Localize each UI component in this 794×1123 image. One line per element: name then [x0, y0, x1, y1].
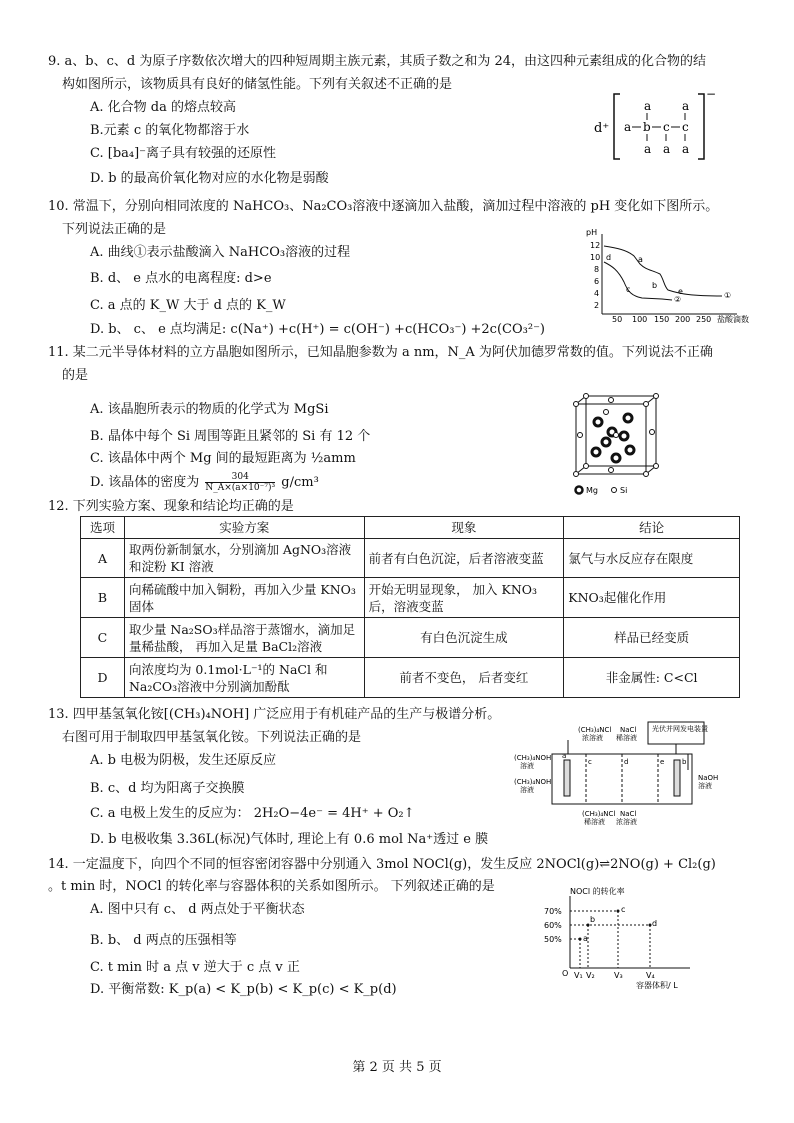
q10-stem-line1: 10. 常温下，分别向相同浓度的 NaHCO₃、Na₂CO₃溶液中逐滴加入盐酸，滴加过程中溶液的 pH 变化如下图所示。: [48, 199, 719, 214]
page-footer: 第 2 页 共 5 页: [352, 1060, 442, 1075]
svg-text:d: d: [652, 919, 658, 928]
svg-text:NaOH: NaOH: [698, 774, 719, 782]
q10-ph-chart: [572, 226, 752, 326]
q11-density-unit: g/cm³: [281, 475, 319, 490]
q12-experiment-table: [80, 516, 740, 698]
header-observation: 现象: [364, 517, 564, 539]
svg-text:d: d: [606, 253, 612, 262]
q14-conversion-chart: [540, 884, 700, 990]
q13-stem-line2: 右图可用于制取四甲基氢氧化铵。下列说法正确的是: [62, 730, 362, 745]
svg-text:10: 10: [590, 253, 601, 262]
q12-stem: 12. 下列实验方案、现象和结论均正确的是: [48, 499, 294, 514]
svg-text:V₄: V₄: [646, 971, 655, 980]
q13-option-a: A. b 电极为阴极，发生还原反应: [90, 753, 277, 768]
q9-option-c: C. [ba₄]⁻离子具有较强的还原性: [90, 146, 277, 161]
svg-text:a: a: [638, 255, 643, 264]
q13-electrolysis-diagram: [512, 720, 724, 828]
header-plan: 实验方案: [124, 517, 364, 539]
svg-text:50: 50: [612, 315, 623, 324]
q9-fig-dplus: d⁺: [594, 121, 610, 136]
q10-option-b: B. d、 e 点水的电离程度: d>e: [90, 271, 272, 286]
svg-text:(CH₃)₄NCl: (CH₃)₄NCl: [582, 810, 616, 818]
q10-option-a: A. 曲线①表示盐酸滴入 NaHCO₃溶液的过程: [90, 245, 351, 260]
row-observation: 有白色沉淀生成: [364, 618, 564, 658]
row-plan: 取两份新制氯水，分别滴加 AgNO₃溶液和淀粉 KI 溶液: [124, 539, 364, 578]
svg-text:b: b: [590, 915, 596, 924]
q14-stem-line2: 。t min 时，NOCl 的转化率与容器体积的关系如图所示。 下列叙述正确的是: [48, 879, 495, 894]
svg-text:200: 200: [675, 315, 691, 324]
q11-option-d: [90, 472, 319, 493]
svg-text:V₃: V₃: [614, 971, 623, 980]
q11-stem-line1: 11. 某二元半导体材料的立方晶胞如图所示，已知晶胞参数为 a nm，N_A 为阿伏加德罗常数的值。下列说法不正确: [48, 345, 713, 360]
q11-legend-si: Si: [620, 486, 628, 495]
row-option: A: [81, 539, 125, 578]
row-conclusion: 非金属性: C<Cl: [564, 658, 740, 698]
svg-text:e: e: [678, 287, 683, 296]
row-option: D: [81, 658, 125, 698]
q9-option-d: D. b 的最高价氧化物对应的水化物是弱酸: [90, 171, 329, 186]
row-option: C: [81, 618, 125, 658]
svg-text:O: O: [562, 969, 569, 978]
svg-text:d: d: [624, 758, 629, 766]
svg-text:c: c: [663, 120, 670, 134]
q13-option-b: B. c、d 均为阳离子交换膜: [90, 781, 245, 796]
table-header-row: [81, 517, 740, 539]
svg-text:a: a: [624, 120, 632, 134]
row-plan: 向稀硫酸中加入铜粉，再加入少量 KNO₃固体: [124, 578, 364, 618]
table-row: [81, 658, 740, 698]
q14-option-b: B. b、 d 两点的压强相等: [90, 933, 237, 948]
svg-text:b: b: [643, 120, 651, 134]
q14-option-a: A. 图中只有 c、 d 两点处于平衡状态: [90, 902, 305, 917]
svg-text:150: 150: [654, 315, 670, 324]
svg-text:浓溶液: 浓溶液: [616, 818, 637, 826]
row-conclusion: 样品已经变质: [564, 618, 740, 658]
svg-text:①: ①: [724, 291, 732, 300]
svg-text:2: 2: [594, 301, 600, 310]
svg-text:a: a: [682, 142, 690, 156]
svg-text:50%: 50%: [544, 935, 562, 944]
q9-stem-line1: 9. a、b、c、d 为原子序数依次增大的四种短周期主族元素，其质子数之和为 24，由这四种元素组成的化合物的结: [48, 54, 707, 69]
svg-text:70%: 70%: [544, 907, 562, 916]
table-row: [81, 539, 740, 578]
q11-option-d-prefix: D. 该晶体的密度为: [90, 475, 200, 490]
row-plan: 取少量 Na₂SO₃样品溶于蒸馏水，滴加足量稀盐酸， 再加入足量 BaCl₂溶液: [124, 618, 364, 658]
svg-text:浓溶液: 浓溶液: [582, 734, 603, 742]
q11-option-b: B. 晶体中每个 Si 周围等距且紧邻的 Si 有 12 个: [90, 429, 371, 444]
header-option: 选项: [81, 517, 125, 539]
svg-text:12: 12: [590, 241, 601, 250]
row-observation: 前者有白色沉淀，后者溶液变蓝: [364, 539, 564, 578]
q9-option-a: A. 化合物 da 的熔点较高: [90, 100, 236, 115]
row-observation: 开始无明显现象， 加入 KNO₃后，溶液变蓝: [364, 578, 564, 618]
svg-text:a: a: [583, 934, 588, 943]
row-conclusion: KNO₃起催化作用: [564, 578, 740, 618]
svg-text:b: b: [682, 758, 687, 766]
svg-text:6: 6: [594, 277, 600, 286]
q11-crystal-cell: [566, 392, 666, 500]
svg-text:②: ②: [674, 295, 682, 304]
svg-text:稀溶液: 稀溶液: [584, 818, 605, 826]
q11-option-c: C. 该晶体中两个 Mg 间的最短距离为 ½amm: [90, 451, 356, 466]
svg-text:c: c: [682, 120, 689, 134]
row-conclusion: 氯气与水反应存在限度: [564, 539, 740, 578]
svg-text:250: 250: [696, 315, 712, 324]
row-plan: 向浓度均为 0.1mol·L⁻¹的 NaCl 和 Na₂CO₃溶液中分别滴加酚酞: [124, 658, 364, 698]
q11-legend-mg: Mg: [586, 486, 598, 495]
svg-text:V₁: V₁: [574, 971, 583, 980]
svg-text:c: c: [626, 285, 631, 294]
svg-text:(CH₃)₄NOH: (CH₃)₄NOH: [514, 754, 552, 762]
q9-stem-line2: 构如图所示，该物质具有良好的储氢性能。下列有关叙述不正确的是: [62, 77, 453, 92]
q14-stem-line1: 14. 一定温度下，向四个不同的恒容密闭容器中分别通入 3mol NOCl(g)，发生反应 2NOCl(g)⇌2NO(g) + Cl₂(g): [48, 857, 716, 872]
q14-ylabel: NOCl 的转化率: [570, 887, 625, 896]
q13-stem-line1: 13. 四甲基氢氧化铵[(CH₃)₄NOH] 广泛应用于有机硅产品的生产与极谱分析。: [48, 707, 501, 722]
svg-text:a: a: [682, 99, 690, 113]
svg-text:溶液: 溶液: [698, 782, 712, 790]
svg-text:4: 4: [594, 289, 600, 298]
q9-structure-figure: [590, 84, 720, 166]
svg-text:a: a: [562, 752, 567, 760]
q10-stem-line2: 下列说法正确的是: [62, 222, 167, 237]
table-row: [81, 578, 740, 618]
q11-density-denominator: N_A×(a×10⁻⁷)³: [205, 483, 276, 493]
q13-option-d: D. b 电极收集 3.36L(标况)气体时, 理论上有 0.6 mol Na⁺透过 e 膜: [90, 832, 489, 847]
row-observation: 前者不变色， 后者变红: [364, 658, 564, 698]
row-option: B: [81, 578, 125, 618]
svg-text:(CH₃)₄NCl: (CH₃)₄NCl: [578, 726, 612, 734]
svg-text:100: 100: [632, 315, 648, 324]
q9-fig-charge: −: [706, 87, 717, 101]
svg-text:盐酸滴数: 盐酸滴数: [717, 315, 749, 324]
svg-text:NaCl: NaCl: [620, 726, 637, 734]
svg-text:60%: 60%: [544, 921, 562, 930]
svg-text:8: 8: [594, 265, 600, 274]
header-conclusion: 结论: [564, 517, 740, 539]
svg-text:a: a: [644, 142, 652, 156]
table-row: [81, 618, 740, 658]
q10-option-c: C. a 点的 K_W 大于 d 点的 K_W: [90, 298, 286, 313]
svg-text:a: a: [644, 99, 652, 113]
svg-text:NaCl: NaCl: [620, 810, 637, 818]
q9-option-b: B.元素 c 的氧化物都溶于水: [90, 123, 250, 138]
svg-text:b: b: [652, 281, 658, 290]
svg-text:稀溶液: 稀溶液: [616, 734, 637, 742]
svg-text:a: a: [663, 142, 671, 156]
svg-text:(CH₃)₄NOH: (CH₃)₄NOH: [514, 778, 552, 786]
svg-text:V₂: V₂: [586, 971, 595, 980]
svg-text:容器体积/ L: 容器体积/ L: [636, 981, 678, 990]
q10-ylabel: pH: [586, 228, 598, 237]
q11-option-a: A. 该晶胞所表示的物质的化学式为 MgSi: [90, 402, 329, 417]
q13-option-c: C. a 电极上发生的反应为： 2H₂O−4e⁻ = 4H⁺ + O₂↑: [90, 806, 415, 821]
svg-text:c: c: [621, 905, 626, 914]
q14-option-c: C. t min 时 a 点 v 逆大于 c 点 v 正: [90, 960, 300, 975]
q14-option-d: D. 平衡常数: K_p(a) < K_p(b) < K_p(c) < K_p(d): [90, 982, 397, 997]
svg-text:e: e: [660, 758, 665, 766]
q11-stem-line2: 的是: [62, 368, 89, 383]
q10-option-d: D. b、 c、 e 点均满足: c(Na⁺) +c(H⁺) = c(OH⁻) +c(HCO₃⁻) +2c(CO₃²⁻): [90, 322, 546, 337]
q11-density-numerator: 304: [205, 472, 275, 483]
svg-text:溶液: 溶液: [520, 786, 534, 794]
q13-power-label: 光伏并网发电装置: [652, 725, 708, 733]
svg-text:c: c: [588, 758, 592, 766]
svg-text:溶液: 溶液: [520, 762, 534, 770]
